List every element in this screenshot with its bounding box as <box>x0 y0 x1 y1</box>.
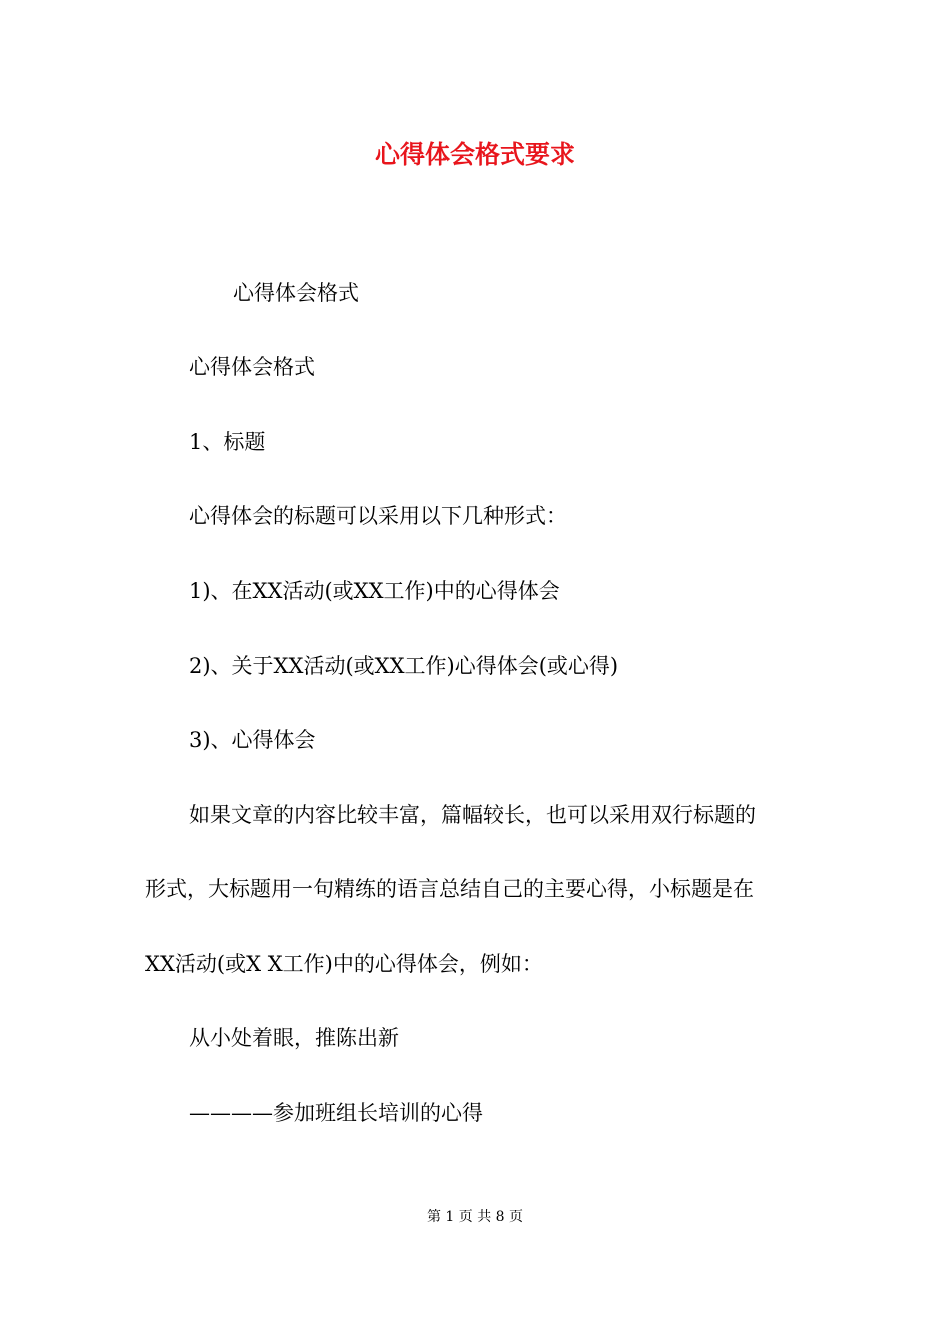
paragraph-title-forms: 心得体会的标题可以采用以下几种形式： <box>189 504 567 528</box>
paragraph-double-title-line-1: 如果文章的内容比较丰富，篇幅较长，也可以采用双行标题的 <box>189 803 756 827</box>
page-footer: 第 1 页 共 8 页 <box>426 1209 524 1225</box>
paragraph-format-heading-indented: 心得体会格式 <box>233 281 359 305</box>
paragraph-double-title-line-2: 形式，大标题用一句精练的语言总结自己的主要心得，小标题是在 <box>145 877 754 901</box>
example-subtitle: ————参加班组长培训的心得 <box>189 1101 483 1125</box>
list-item-form-2: 2)、关于XX活动(或XX工作)心得体会(或心得) <box>189 654 619 678</box>
example-main-title: 从小处着眼，推陈出新 <box>189 1026 399 1050</box>
list-item-form-3: 3)、心得体会 <box>189 728 316 752</box>
paragraph-double-title-line-3: XX活动(或X X工作)中的心得体会，例如： <box>145 952 543 976</box>
document-title: 心得体会格式要求 <box>374 140 575 169</box>
section-heading-title: 1、标题 <box>189 430 266 454</box>
list-item-form-1: 1)、在XX活动(或XX工作)中的心得体会 <box>189 579 560 603</box>
paragraph-format-heading: 心得体会格式 <box>189 355 315 379</box>
